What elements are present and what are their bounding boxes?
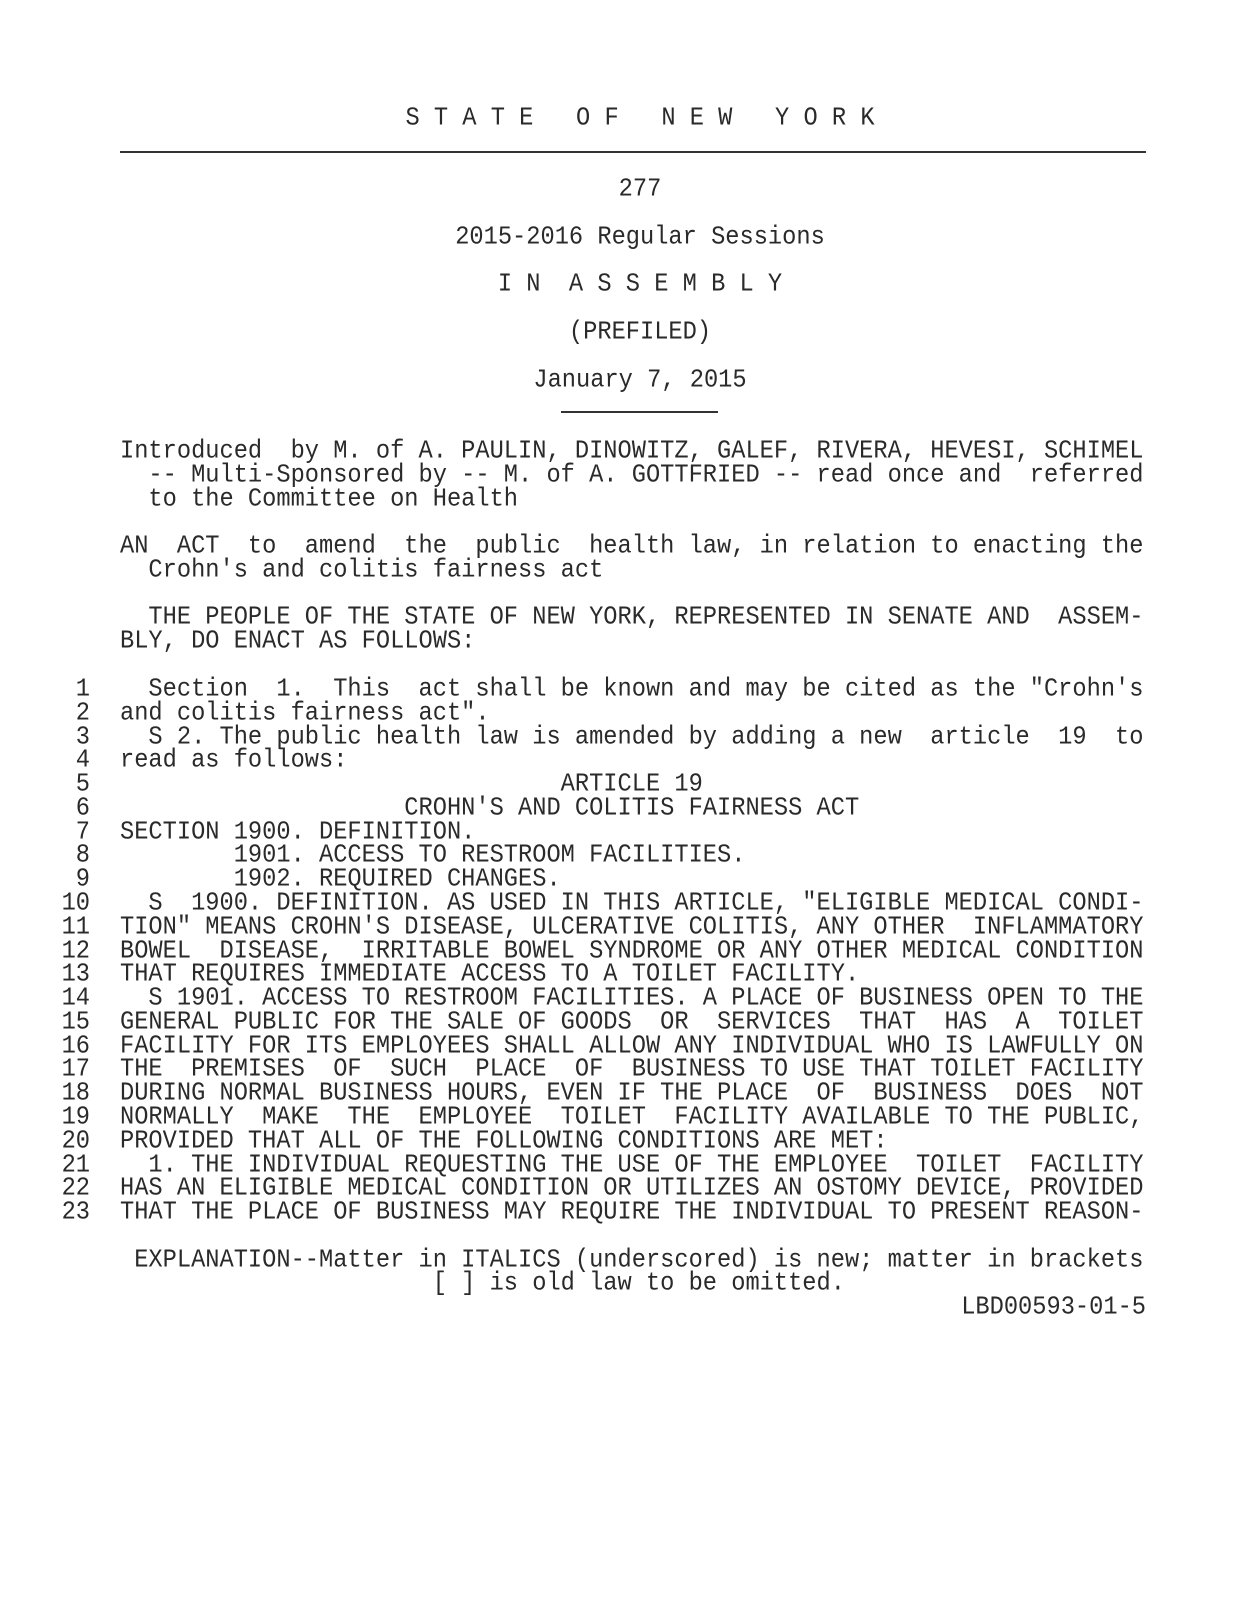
line-number: 20 <box>61 1126 90 1156</box>
introduction-line: Introduced by M. of A. PAULIN, DINOWITZ, GALEF, RIVERA, HEVESI, SCHIMEL <box>120 436 1144 467</box>
bill-text-line: and colitis fairness act". <box>120 698 490 728</box>
date: January 7, 2015 <box>533 365 747 396</box>
header-rule <box>120 151 1146 153</box>
state-heading: S T A T E O F N E W Y O R K <box>405 103 875 134</box>
introduction-line: to the Committee on Health <box>120 484 519 515</box>
line-number: 11 <box>61 912 90 942</box>
line-number: 17 <box>61 1055 90 1085</box>
bill-text-line: CROHN'S AND COLITIS FAIRNESS ACT <box>120 793 860 823</box>
bill-text-line: 1902. REQUIRED CHANGES. <box>120 865 561 895</box>
line-number: 3 <box>75 722 90 752</box>
line-number: 10 <box>61 888 90 919</box>
document-id: LBD00593-01-5 <box>961 1292 1146 1323</box>
line-number: 14 <box>61 984 90 1014</box>
bill-text-line: FACILITY FOR ITS EMPLOYEES SHALL ALLOW ANY INDIVIDUAL WHO IS LAWFULLY ON <box>120 1031 1144 1061</box>
line-number: 1 <box>75 674 90 705</box>
line-number: 5 <box>75 769 90 800</box>
bill-text-line: S 1900. DEFINITION. AS USED IN THIS ARTICLE, "ELIGIBLE MEDICAL CONDI- <box>120 888 1144 919</box>
bill-text-line: PROVIDED THAT ALL OF THE FOLLOWING CONDITIONS ARE MET: <box>120 1126 888 1156</box>
bill-text-line: S 1901. ACCESS TO RESTROOM FACILITIES. A PLACE OF BUSINESS OPEN TO THE <box>120 984 1144 1014</box>
line-number: 8 <box>75 841 90 871</box>
bill-text-line: read as follows: <box>120 746 348 776</box>
explanation-line: EXPLANATION--Matter in ITALICS (underscored) is new; matter in brackets <box>120 1245 1144 1276</box>
bill-text-line: SECTION 1900. DEFINITION. <box>120 817 476 847</box>
line-number: 7 <box>75 817 90 847</box>
line-number: 9 <box>75 865 90 895</box>
bill-text-line: THE PREMISES OF SUCH PLACE OF BUSINESS TO USE THAT TOILET FACILITY <box>120 1055 1144 1085</box>
bill-number: 277 <box>618 174 662 205</box>
bill-text-line: DURING NORMAL BUSINESS HOURS, EVEN IF THE PLACE OF BUSINESS DOES NOT <box>120 1079 1144 1109</box>
bill-text-line: TION" MEANS CROHN'S DISEASE, ULCERATIVE COLITIS, ANY OTHER INFLAMMATORY <box>120 912 1144 942</box>
act-title-line: Crohn's and colitis fairness act <box>120 555 604 586</box>
bill-text-line: THAT REQUIRES IMMEDIATE ACCESS TO A TOILET FACILITY. <box>120 960 860 990</box>
line-number: 16 <box>61 1031 90 1061</box>
line-number: 12 <box>61 936 90 966</box>
bill-text-line: 1901. ACCESS TO RESTROOM FACILITIES. <box>120 841 746 871</box>
house: I N A S S E M B L Y <box>497 269 783 300</box>
line-number: 13 <box>61 960 90 990</box>
line-number: 21 <box>61 1150 90 1180</box>
line-number: 15 <box>61 1007 90 1037</box>
bill-text-line: NORMALLY MAKE THE EMPLOYEE TOILET FACILITY AVAILABLE TO THE PUBLIC, <box>120 1102 1144 1133</box>
bill-text-line: BOWEL DISEASE, IRRITABLE BOWEL SYNDROME OR ANY OTHER MEDICAL CONDITION <box>120 936 1144 966</box>
prefiled-status: (PREFILED) <box>568 317 712 348</box>
line-number: 6 <box>75 793 90 823</box>
bill-text-line: HAS AN ELIGIBLE MEDICAL CONDITION OR UTILIZES AN OSTOMY DEVICE, PROVIDED <box>120 1174 1144 1204</box>
introduction-line: -- Multi-Sponsored by -- M. of A. GOTTFRIED -- read once and referred <box>120 460 1144 491</box>
bill-text-line: THAT THE PLACE OF BUSINESS MAY REQUIRE THE INDIVIDUAL TO PRESENT REASON- <box>120 1198 1144 1228</box>
bill-text-line: GENERAL PUBLIC FOR THE SALE OF GOODS OR SERVICES THAT HAS A TOILET <box>120 1007 1144 1037</box>
line-number: 18 <box>61 1079 90 1109</box>
act-title-line: AN ACT to amend the public health law, in relation to enacting the <box>120 531 1144 562</box>
bill-text-line: Section 1. This act shall be known and may be cited as the "Crohn's <box>120 674 1144 705</box>
line-number: 2 <box>75 698 90 728</box>
bill-text-line: S 2. The public health law is amended by adding a new article 19 to <box>120 722 1144 752</box>
explanation-line: [ ] is old law to be omitted. <box>120 1268 845 1299</box>
line-number: 22 <box>61 1174 90 1204</box>
enacting-clause-line: THE PEOPLE OF THE STATE OF NEW YORK, REPRESENTED IN SENATE AND ASSEM- <box>120 602 1144 633</box>
line-number: 23 <box>61 1198 90 1228</box>
bill-text-line: ARTICLE 19 <box>120 769 703 800</box>
bill-text-line: 1. THE INDIVIDUAL REQUESTING THE USE OF THE EMPLOYEE TOILET FACILITY <box>120 1150 1144 1180</box>
line-number: 19 <box>61 1102 90 1133</box>
enacting-clause-line: BLY, DO ENACT AS FOLLOWS: <box>120 626 476 657</box>
line-number: 4 <box>75 746 90 776</box>
date-rule <box>561 411 718 413</box>
session: 2015-2016 Regular Sessions <box>455 222 825 253</box>
